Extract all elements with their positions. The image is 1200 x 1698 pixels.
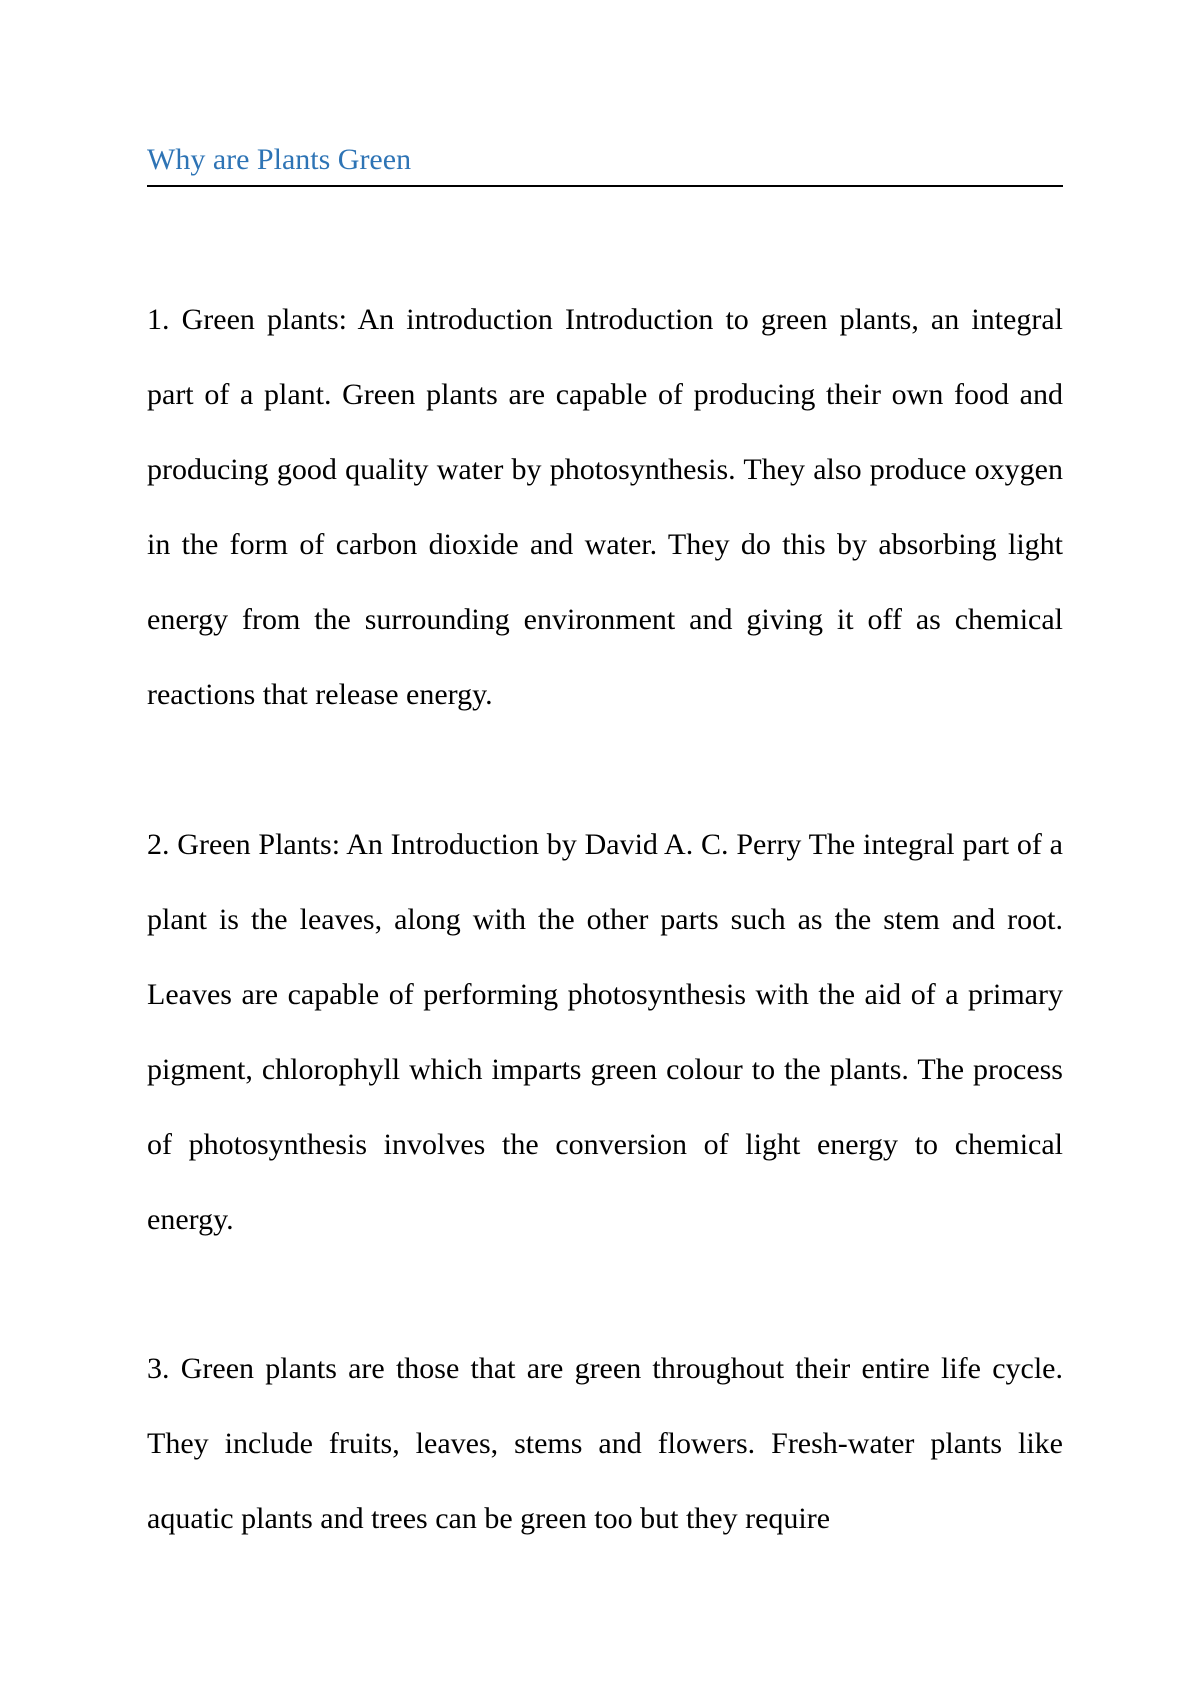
document-page [147, 0, 1063, 1698]
paragraph-2: 2. Green Plants: An Introduction by David A. C. Perry The integral part of a plant is the leaves, along with the other parts such as the stem and root. Leaves are capable of performing photosynthesis with the aid of a primary pigment, chlorophyll which imparts green colour to the plants. The process of photosynthesis involves the conversion of light energy to chemical energy. [147, 828, 1063, 1236]
paragraph-3: 3. Green plants are those that are green throughout their entire life cycle. They include fruits, leaves, stems and flowers. Fresh-water plants like aquatic plants and trees can be green too but they require [147, 1352, 1063, 1535]
title-underline [147, 185, 1063, 187]
document-title: Why are Plants Green [147, 143, 412, 176]
paragraph-1: 1. Green plants: An introduction Introduction to green plants, an integral part of a plant. Green plants are capable of producing their own food and producing good quality water by photosynthesis. They also produce oxygen in the form of carbon dioxide and water. They do this by absorbing light energy from the surrounding environment and giving it off as chemical reactions that release energy. [147, 303, 1063, 711]
